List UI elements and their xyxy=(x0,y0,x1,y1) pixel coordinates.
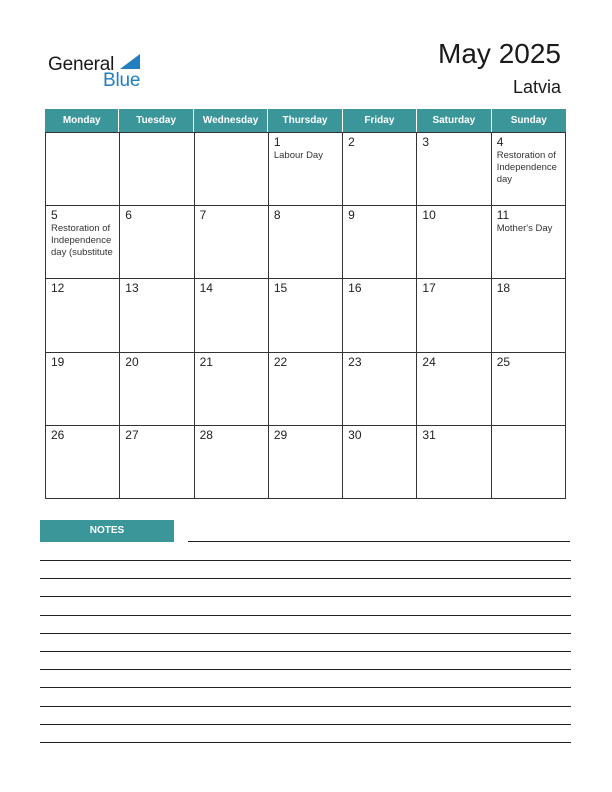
day-number: 25 xyxy=(496,354,511,369)
note-line xyxy=(40,596,571,597)
day-number: 20 xyxy=(125,354,139,369)
day-cell xyxy=(195,206,269,279)
note-line xyxy=(40,633,571,634)
day-cell xyxy=(195,353,269,426)
day-cell xyxy=(269,133,343,206)
weekday-sunday: Sunday xyxy=(510,115,547,126)
day-number: 8 xyxy=(273,208,281,223)
day-cell xyxy=(46,279,120,352)
day-cell xyxy=(343,353,417,426)
day-cell xyxy=(269,426,343,499)
day-cell xyxy=(195,426,269,499)
holiday-label: Restoration of Independence day (substitute xyxy=(51,223,113,259)
day-number: 28 xyxy=(199,427,213,442)
day-cell xyxy=(417,426,491,499)
day-number: 16 xyxy=(348,281,362,296)
day-cell xyxy=(46,353,120,426)
day-cell xyxy=(46,133,120,206)
logo-general-text: General xyxy=(48,54,115,75)
note-line xyxy=(188,541,570,542)
day-cell xyxy=(343,279,417,352)
day-cell xyxy=(343,133,417,206)
day-number: 12 xyxy=(51,281,65,296)
day-number: 31 xyxy=(422,427,436,442)
day-number: 19 xyxy=(51,354,65,369)
day-number: 22 xyxy=(273,354,288,369)
day-cell xyxy=(343,426,417,499)
holiday-label: Mother's Day xyxy=(496,223,553,235)
day-cell xyxy=(46,426,120,499)
day-cell xyxy=(417,353,491,426)
day-cell xyxy=(46,206,120,279)
day-cell xyxy=(492,426,566,499)
day-cell xyxy=(417,279,491,352)
day-number: 3 xyxy=(422,135,430,149)
notes-label: NOTES xyxy=(40,520,174,542)
day-number: 18 xyxy=(496,281,511,296)
day-cell xyxy=(492,206,566,279)
day-number: 24 xyxy=(422,354,436,369)
day-number: 21 xyxy=(199,354,213,369)
logo-blue-text: Blue xyxy=(103,70,141,91)
day-number: 6 xyxy=(125,208,132,223)
day-number: 26 xyxy=(51,427,65,442)
weekday-monday: Monday xyxy=(45,109,119,132)
day-number: 23 xyxy=(348,354,362,369)
page-title: May 2025 xyxy=(438,38,561,69)
note-line xyxy=(40,615,571,616)
country-label: Latvia xyxy=(512,77,561,97)
weekday-thursday: Thursday xyxy=(268,109,342,132)
day-number: 29 xyxy=(273,427,288,442)
day-number: 10 xyxy=(422,208,436,223)
day-cell xyxy=(417,133,491,206)
day-number: 1 xyxy=(273,135,281,149)
day-cell xyxy=(120,206,194,279)
note-line xyxy=(40,706,571,707)
day-number: 27 xyxy=(125,427,139,442)
note-line xyxy=(40,669,571,670)
day-number: 17 xyxy=(422,281,436,296)
day-number: 9 xyxy=(348,208,355,223)
day-number: 30 xyxy=(348,427,362,442)
day-number: 11 xyxy=(496,208,510,223)
weekday-saturday: Saturday xyxy=(417,109,491,132)
note-line xyxy=(40,742,571,743)
holiday-label: Labour Day xyxy=(273,150,323,161)
logo-triangle-icon xyxy=(120,54,140,69)
weekday-tuesday: Tuesday xyxy=(119,109,193,132)
day-number: 14 xyxy=(199,281,213,296)
day-cell xyxy=(120,279,194,352)
note-line xyxy=(40,651,571,652)
weekday-header xyxy=(45,109,566,132)
day-cell xyxy=(492,279,566,352)
day-cell xyxy=(269,353,343,426)
day-cell xyxy=(343,206,417,279)
note-line xyxy=(40,724,571,725)
day-number: 13 xyxy=(125,281,139,296)
generalblue-logo xyxy=(48,52,148,92)
day-cell xyxy=(120,353,194,426)
day-cell xyxy=(120,133,194,206)
day-cell xyxy=(417,206,491,279)
day-number: 5 xyxy=(51,208,58,223)
day-cell xyxy=(195,279,269,352)
note-line xyxy=(40,578,571,579)
day-cell xyxy=(492,133,566,206)
day-cell xyxy=(195,133,269,206)
day-number: 2 xyxy=(348,135,355,149)
day-cell xyxy=(269,279,343,352)
day-cell xyxy=(269,206,343,279)
weekday-wednesday: Wednesday xyxy=(194,109,268,132)
holiday-label: Restoration of Independence day xyxy=(496,150,557,185)
day-number: 15 xyxy=(273,281,288,296)
day-cell xyxy=(492,353,566,426)
day-cell xyxy=(120,426,194,499)
day-number: 7 xyxy=(199,208,207,223)
note-line xyxy=(40,687,571,688)
calendar-grid xyxy=(45,132,566,499)
weekday-friday: Friday xyxy=(343,109,417,132)
day-number: 4 xyxy=(496,135,504,149)
note-line xyxy=(40,560,571,561)
